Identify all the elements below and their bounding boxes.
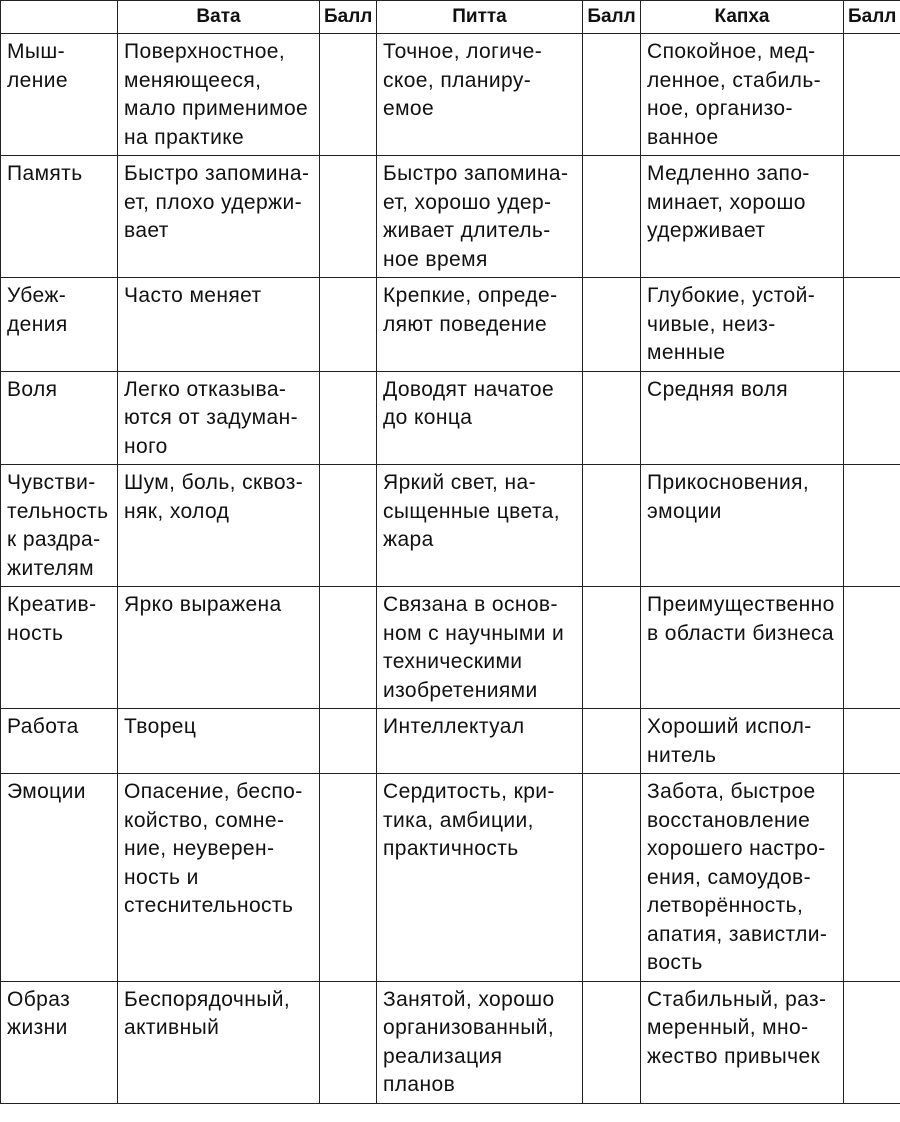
vata-cell: Беспорядочный, активный	[118, 981, 320, 1103]
vata-score-cell[interactable]	[320, 774, 377, 982]
pitta-score-cell[interactable]	[583, 465, 641, 587]
table-row	[1, 774, 900, 982]
kapha-score-cell[interactable]	[844, 774, 900, 982]
table-row	[1, 278, 900, 372]
header-label	[1, 1, 118, 34]
vata-cell: Поверхностное, меняющееся, мало применимое на практике	[118, 34, 320, 156]
row-label: Убеж- дения	[1, 278, 118, 372]
row-label: Воля	[1, 371, 118, 465]
pitta-score-cell[interactable]	[583, 278, 641, 372]
pitta-cell: Занятой, хорошо организованный, реализация планов	[377, 981, 583, 1103]
kapha-score-cell[interactable]	[844, 587, 900, 709]
kapha-cell: Забота, быстрое восстановление хорошего настро- ения, самоудов- летворённость, апатия, завистли- вость	[641, 774, 844, 982]
pitta-score-cell[interactable]	[583, 587, 641, 709]
table-row	[1, 587, 900, 709]
row-label: Чувстви- тельность к раздра- жителям	[1, 465, 118, 587]
kapha-score-cell[interactable]	[844, 34, 900, 156]
kapha-cell: Стабильный, раз- меренный, мно- жество привычек	[641, 981, 844, 1103]
pitta-score-cell[interactable]	[583, 156, 641, 278]
pitta-cell: Сердитость, кри- тика, амбиции, практичность	[377, 774, 583, 982]
kapha-score-cell[interactable]	[844, 371, 900, 465]
vata-score-cell[interactable]	[320, 587, 377, 709]
kapha-cell: Преимущественно в области бизнеса	[641, 587, 844, 709]
table-row	[1, 981, 900, 1103]
vata-cell: Ярко выражена	[118, 587, 320, 709]
vata-score-cell[interactable]	[320, 278, 377, 372]
vata-score-cell[interactable]	[320, 34, 377, 156]
row-label: Образ жизни	[1, 981, 118, 1103]
kapha-score-cell[interactable]	[844, 709, 900, 774]
vata-cell: Легко отказыва- ются от задуман- ного	[118, 371, 320, 465]
pitta-cell: Точное, логиче- ское, планиру- емое	[377, 34, 583, 156]
kapha-score-cell[interactable]	[844, 465, 900, 587]
row-label: Эмоции	[1, 774, 118, 982]
kapha-cell: Средняя воля	[641, 371, 844, 465]
table-row	[1, 709, 900, 774]
table-row	[1, 34, 900, 156]
table-row	[1, 371, 900, 465]
pitta-score-cell[interactable]	[583, 774, 641, 982]
vata-score-cell[interactable]	[320, 465, 377, 587]
kapha-cell: Прикосновения, эмоции	[641, 465, 844, 587]
vata-score-cell[interactable]	[320, 981, 377, 1103]
header-kapha-score: Балл	[844, 1, 900, 34]
pitta-cell: Доводят начатое до конца	[377, 371, 583, 465]
vata-cell: Часто меняет	[118, 278, 320, 372]
header-pitta-score: Балл	[583, 1, 641, 34]
kapha-cell: Спокойное, мед- ленное, стабиль- ное, организо- ванное	[641, 34, 844, 156]
pitta-score-cell[interactable]	[583, 981, 641, 1103]
header-vata: Вата	[118, 1, 320, 34]
header-pitta: Питта	[377, 1, 583, 34]
header-kapha: Капха	[641, 1, 844, 34]
pitta-score-cell[interactable]	[583, 371, 641, 465]
header-vata-score: Балл	[320, 1, 377, 34]
vata-cell: Творец	[118, 709, 320, 774]
pitta-score-cell[interactable]	[583, 34, 641, 156]
pitta-score-cell[interactable]	[583, 709, 641, 774]
row-label: Работа	[1, 709, 118, 774]
pitta-cell: Крепкие, опреде- ляют поведение	[377, 278, 583, 372]
pitta-cell: Связана в основ- ном с научными и техническими изобретениями	[377, 587, 583, 709]
kapha-cell: Глубокие, устой- чивые, неиз- менные	[641, 278, 844, 372]
kapha-score-cell[interactable]	[844, 278, 900, 372]
vata-cell: Опасение, беспо- койство, сомне- ние, неуверен- ность и стеснительность	[118, 774, 320, 982]
kapha-cell: Медленно запо- минает, хорошо удерживает	[641, 156, 844, 278]
row-label: Креатив- ность	[1, 587, 118, 709]
table-row	[1, 465, 900, 587]
vata-cell: Шум, боль, сквоз- няк, холод	[118, 465, 320, 587]
pitta-cell: Яркий свет, на- сыщенные цвета, жара	[377, 465, 583, 587]
vata-score-cell[interactable]	[320, 709, 377, 774]
header-row	[1, 1, 900, 34]
kapha-score-cell[interactable]	[844, 981, 900, 1103]
kapha-score-cell[interactable]	[844, 156, 900, 278]
row-label: Память	[1, 156, 118, 278]
kapha-cell: Хороший испол- нитель	[641, 709, 844, 774]
vata-cell: Быстро запомина- ет, плохо удержи- вает	[118, 156, 320, 278]
pitta-cell: Интеллектуал	[377, 709, 583, 774]
row-label: Мыш- ление	[1, 34, 118, 156]
pitta-cell: Быстро запомина- ет, хорошо удер- живает длитель- ное время	[377, 156, 583, 278]
vata-score-cell[interactable]	[320, 156, 377, 278]
table-row	[1, 156, 900, 278]
vata-score-cell[interactable]	[320, 371, 377, 465]
